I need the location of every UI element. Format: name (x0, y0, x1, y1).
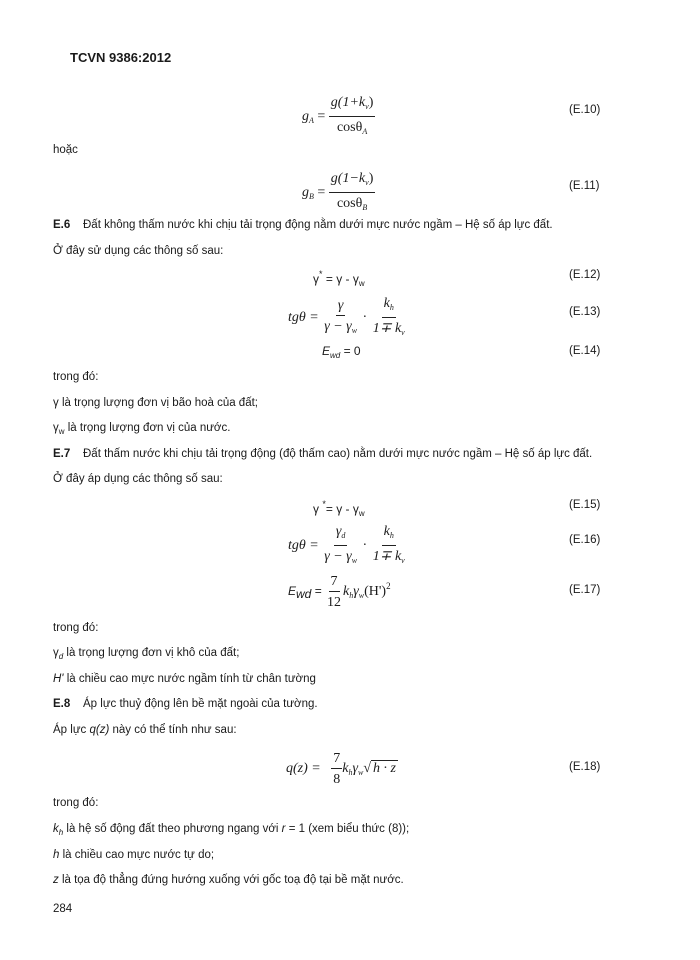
equation-e10: $g_A$ = $\frac{g(1+k_v)}{\cos\theta_A}$ (302, 95, 374, 136)
definition-kh: $k_h$ là hệ số động đất theo phương ngang với r = 1 (xem biểu thức (8)); (53, 823, 410, 837)
equation-e15: γ $^*= \gamma - \gamma_w$ (313, 499, 365, 518)
definition-h-prime: H' là chiều cao mực nước ngầm tính từ chân tường (53, 673, 316, 685)
equation-e16: tgθ = $\frac{\gamma_d}{\gamma - \gamma_w}$ · $\frac{k_h}{1\mp k_v}$ (288, 524, 405, 565)
equation-e13: tgθ = $\frac{\gamma}{\gamma - \gamma_w}$ · $\frac{k_h}{1\mp k_v}$ (288, 296, 405, 337)
where-label: trong đó: (53, 797, 99, 809)
section-e7-heading: E.7 Đất thấm nước khi chịu tải trọng động (độ thấm cao) nằm dưới mực nước ngầm – Hệ số áp lực đất. (53, 448, 593, 460)
equation-e12: $\gamma^* = \gamma - \gamma_w$ (313, 269, 365, 288)
equation-e14: $E_{wd} = 0$ (322, 344, 361, 360)
equation-number-e15: (E.15) (569, 499, 601, 511)
text-hoac: hoặc (53, 144, 78, 156)
section-e7-intro: Ở đây áp dụng các thông số sau: (53, 473, 223, 485)
definition-h: h là chiều cao mực nước tự do; (53, 849, 215, 861)
equation-number-e14: (E.14) (569, 345, 601, 357)
section-number: E.7 (53, 448, 71, 460)
equation-number-e11: (E.11) (569, 180, 600, 192)
equation-number-e18: (E.18) (569, 761, 601, 773)
equation-number-e10: (E.10) (569, 104, 601, 116)
section-number: E.8 (53, 698, 71, 710)
equation-number-e16: (E.16) (569, 534, 601, 546)
definition-gamma-w: $\gamma_w$ là trọng lượng đơn vị của nước. (53, 422, 231, 436)
definition-gamma: γ là trọng lượng đơn vị bão hoà của đất; (53, 397, 258, 409)
equation-number-e13: (E.13) (569, 306, 601, 318)
equation-number-e12: (E.12) (569, 269, 601, 281)
equation-e18: q(z) = $\frac{7}{8}$ $k_h\gamma_w√$ h · z (286, 751, 396, 787)
document-header: TCVN 9386:2012 (70, 50, 172, 65)
where-label: trong đó: (53, 622, 99, 634)
section-e6-heading: E.6 Đất không thấm nước khi chịu tải trọng động nằm dưới mực nước ngầm – Hệ số áp lực đất. (53, 219, 553, 231)
equation-e17: $E_{wd}$ = $\frac{7}{12}$ $k_h\gamma_w(H')^2$ (288, 574, 391, 610)
where-label: trong đó: (53, 371, 99, 383)
section-e6-intro: Ở đây sử dụng các thông số sau: (53, 245, 224, 257)
equation-number-e17: (E.17) (569, 584, 601, 596)
definition-gamma-d: $\gamma_d$ là trọng lượng đơn vị khô của đất; (53, 647, 240, 661)
definition-z: z là tọa độ thẳng đứng hướng xuống với gốc toạ độ tại bề mặt nước. (53, 874, 404, 886)
square-root-icon: √ (363, 761, 372, 777)
page-number: 284 (53, 903, 73, 915)
equation-e11: $g_B$ = $\frac{g(1-k_v)}{\cos\theta_B}$ (302, 171, 374, 212)
section-e8-heading: E.8 Áp lực thuỷ động lên bề mặt ngoài của tường. (53, 698, 318, 710)
section-e8-intro: Áp lực q(z) này có thể tính như sau: (53, 724, 237, 736)
section-number: E.6 (53, 219, 71, 231)
